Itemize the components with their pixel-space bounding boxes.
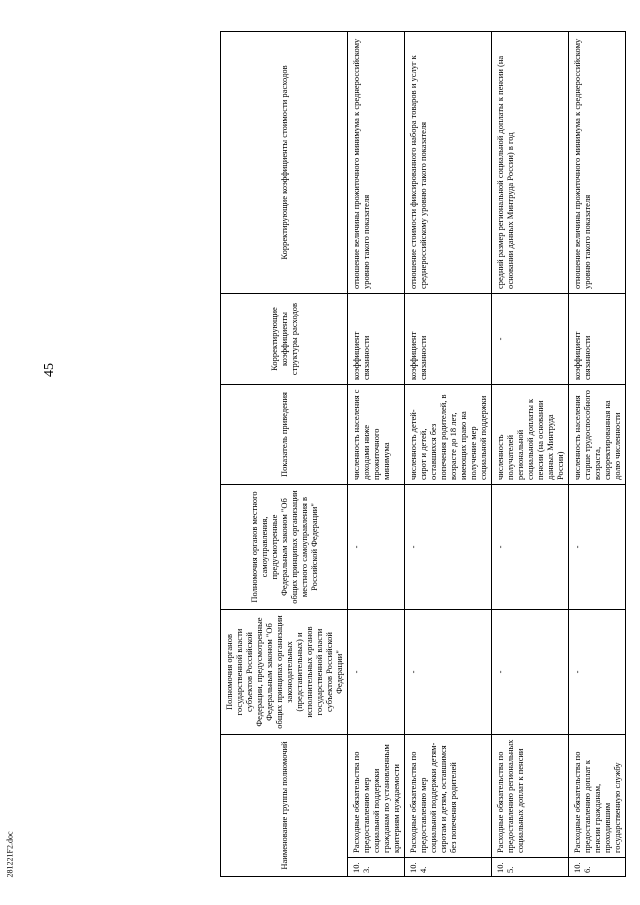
- footer-file-code: 281221F2.doc: [5, 831, 15, 878]
- expenditure-table: [220, 31, 626, 877]
- row-indicator: численность детей-сирот и детей, оставшихся без попечения родителей, в возрасте до 18 лет, имеющих право на получение мер социальной поддержки: [405, 385, 492, 485]
- row-indicator: численность населения старше трудоспособного возраста, скорректированная на долю численности: [569, 385, 626, 485]
- row-code: 10.5.: [492, 858, 569, 877]
- row-regional: -: [405, 610, 492, 735]
- row-name: Расходные обязательства по предоставлению мер социальной поддержки гражданам по установленным критериям нуждаемости: [348, 735, 405, 858]
- row-municipal: -: [405, 485, 492, 610]
- header-structure-coef: Корректирующие коэффициенты структуры расходов: [221, 294, 348, 385]
- row-code: 10.4.: [405, 858, 492, 877]
- header-group-name: Наименование группы полномочий: [221, 735, 348, 877]
- row-name: Расходные обязательства по предоставлению доплат к пенсии гражданам, проходившим государственную службу: [569, 735, 626, 858]
- row-cost-coef: отношение величины прожиточного минимума к среднероссийскому уровню такого показателя: [569, 32, 626, 294]
- row-name: Расходные обязательства по предоставлению региональных социальных доплат к пенсии: [492, 735, 569, 858]
- header-regional-powers: Полномочия органов государственной власти субъектов Российской Федерации, предусмотренные Федеральным законом "Об общих принципах организации законодательных (представительных) и исполнительных органов государственной власти субъектов Российской Федерации": [221, 610, 348, 735]
- row-municipal: -: [492, 485, 569, 610]
- header-indicator: Показатель приведения: [221, 385, 348, 485]
- header-municipal-powers: Полномочия органов местного самоуправления, предусмотренные Федеральным законом "Об общих принципах организации местного самоуправления в Российской Федерации": [221, 485, 348, 610]
- row-regional: -: [569, 610, 626, 735]
- page-number: 45: [42, 363, 57, 377]
- row-structure-coef: коэффициент связанности: [348, 294, 405, 385]
- row-code: 10.3.: [348, 858, 405, 877]
- row-structure-coef: коэффициент связанности: [569, 294, 626, 385]
- table-row: [348, 32, 405, 877]
- row-cost-coef: средний размер региональной социальной доплаты к пенсии (на основании данных Минтруда России) в год: [492, 32, 569, 294]
- table-row: [569, 32, 626, 877]
- row-municipal: -: [348, 485, 405, 610]
- row-municipal: -: [569, 485, 626, 610]
- row-code: 10.6.: [569, 858, 626, 877]
- row-structure-coef: -: [492, 294, 569, 385]
- header-row: [221, 32, 348, 877]
- row-cost-coef: отношение величины прожиточного минимума к среднероссийскому уровню такого показателя: [348, 32, 405, 294]
- header-cost-coef: Корректирующие коэффициенты стоимости расходов: [221, 32, 348, 294]
- row-indicator: численность населения с доходами ниже прожиточного минимума: [348, 385, 405, 485]
- table-row: [492, 32, 569, 877]
- table-row: [405, 32, 492, 877]
- row-regional: -: [492, 610, 569, 735]
- row-cost-coef: отношение стоимости фиксированного набора товаров и услуг к среднероссийскому уровню такого показателя: [405, 32, 492, 294]
- row-structure-coef: коэффициент связанности: [405, 294, 492, 385]
- row-regional: -: [348, 610, 405, 735]
- row-indicator: численность получателей региональной социальной доплаты к пенсии (на основании данных Минтруда России): [492, 385, 569, 485]
- rotated-table-container: [220, 32, 622, 877]
- row-name: Расходные обязательства по предоставлению мер социальной поддержки детям-сиротам и детям, оставшимся без попечения родителей: [405, 735, 492, 858]
